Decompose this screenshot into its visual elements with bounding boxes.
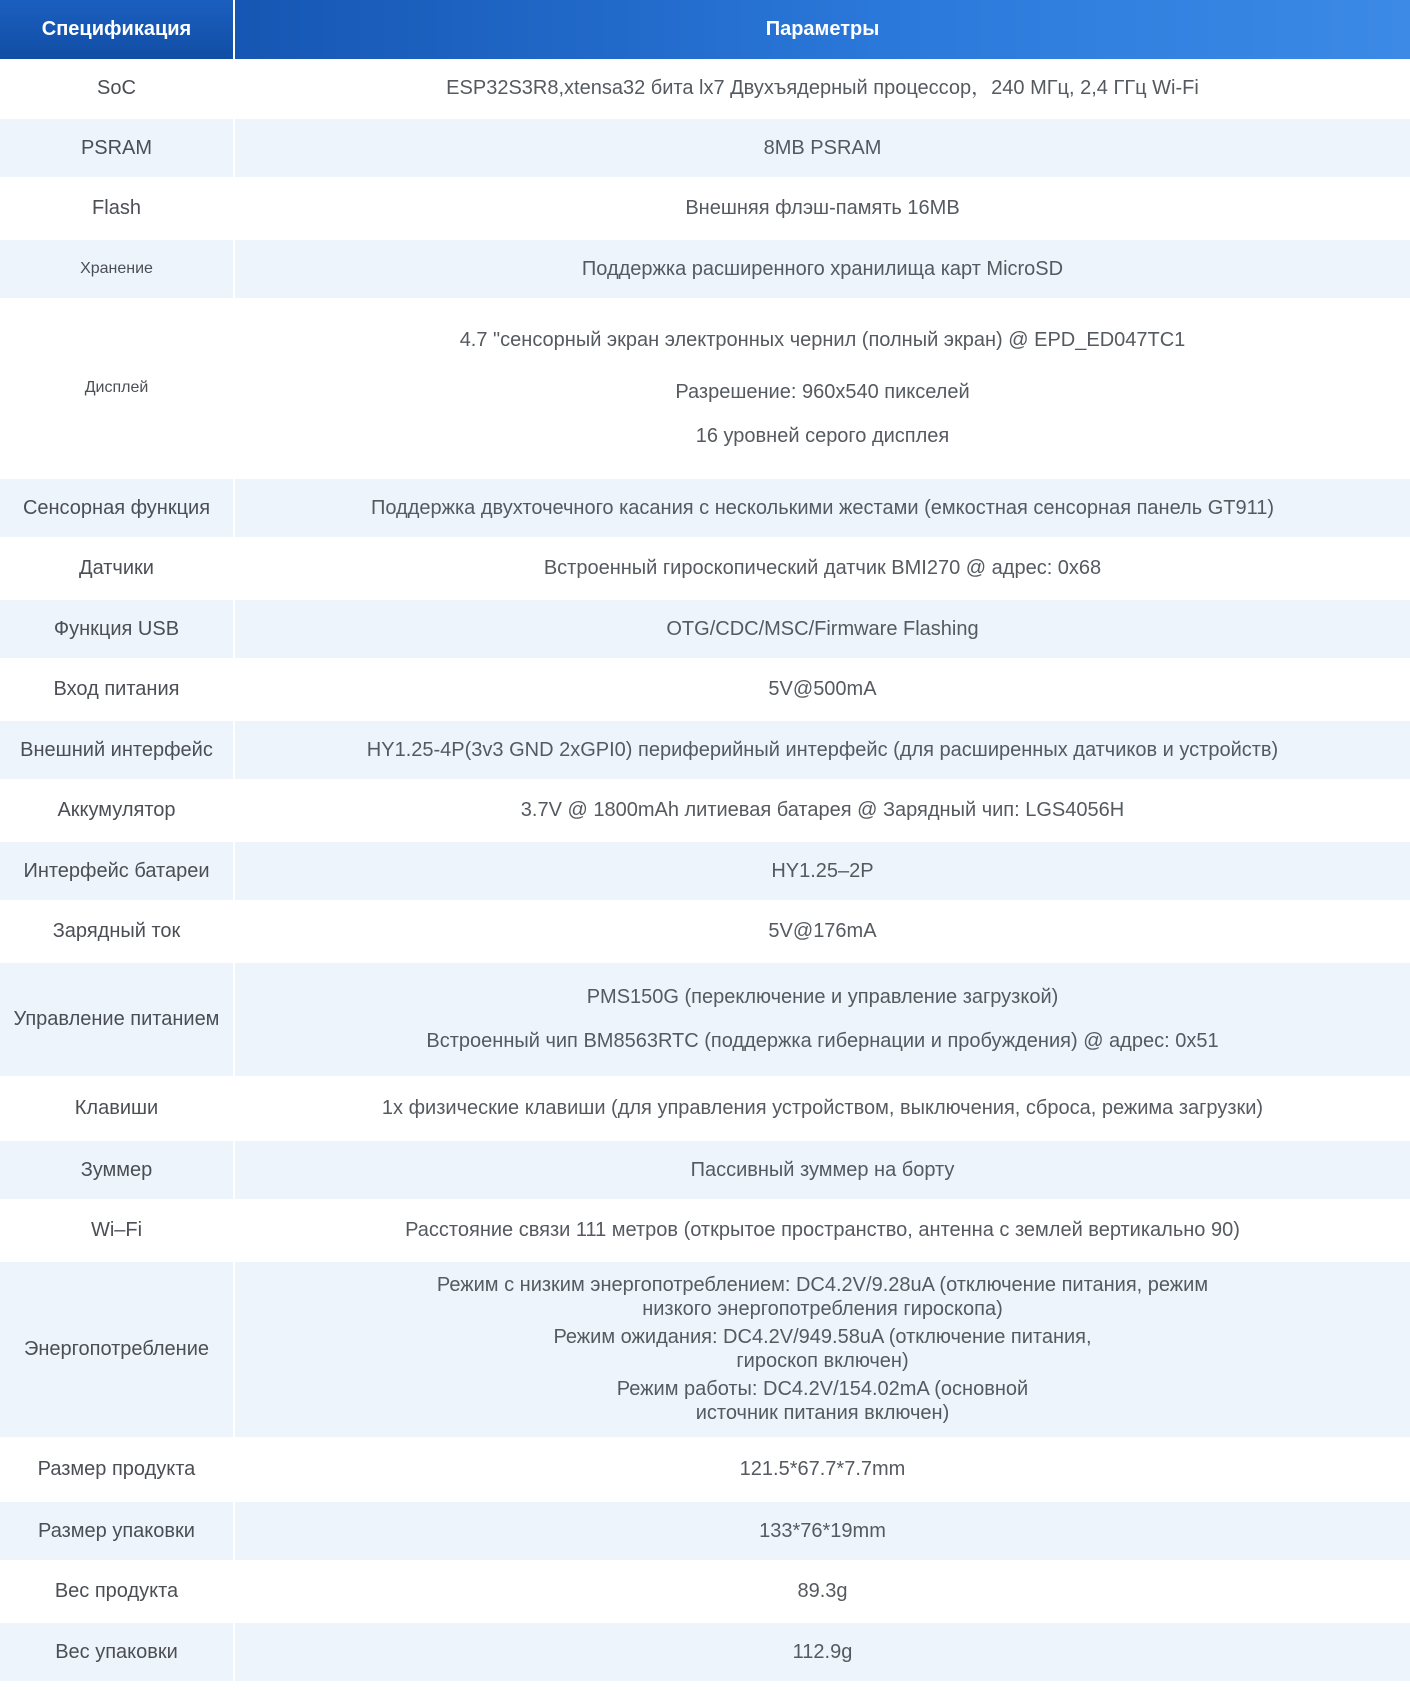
spec-value [234,298,1410,478]
table-row [0,1501,1410,1560]
spec-value-line: низкого энергопотребления гироскопа) [642,1298,1003,1320]
table-row [0,59,1410,118]
spec-value-line: Режим работы: DC4.2V/154.02mA (основной [616,1378,1029,1400]
spec-value: Пассивный зуммер на борту [234,1140,1410,1199]
spec-name: Размер продукта [0,1437,234,1501]
table-row [0,537,1410,599]
spec-name: Сенсорная функция [0,478,234,537]
table-row [0,1622,1410,1681]
spec-value: Поддержка двухточечного касания с несколькими жестами (емкостная сенсорная панель GT911) [234,478,1410,537]
spec-value-line: Встроенный чип BM8563RTC (поддержка гибернации и пробуждения) @ адрес: 0x51 [426,1030,1219,1052]
header-params: Параметры [234,0,1410,59]
table-row [0,1437,1410,1501]
table-row [0,298,1410,478]
table-row [0,239,1410,298]
table-row [0,779,1410,841]
table-row [0,1076,1410,1140]
spec-name: Зарядный ток [0,900,234,962]
spec-value [234,962,1410,1076]
spec-value-line: 4.7 "сенсорный экран электронных чернил (полный экран) @ EPD_ED047TC1 [459,329,1186,351]
table-row [0,900,1410,962]
spec-name: Flash [0,177,234,239]
table-row [0,841,1410,900]
spec-value: Внешняя флэш-память 16MB [234,177,1410,239]
table-row [0,962,1410,1076]
spec-value-line: гироскоп включен) [736,1350,909,1372]
spec-value: Встроенный гироскопический датчик BMI270 @ адрес: 0x68 [234,537,1410,599]
table-row [0,118,1410,177]
table-row [0,1261,1410,1437]
table-row [0,658,1410,720]
spec-name: SoC [0,59,234,118]
spec-value-line: 16 уровней серого дисплея [695,425,950,447]
table-row [0,478,1410,537]
spec-value: HY1.25–2P [234,841,1410,900]
spec-name: Датчики [0,537,234,599]
spec-value-line: PMS150G (переключение и управление загрузкой) [586,986,1059,1008]
spec-value: 8MB PSRAM [234,118,1410,177]
spec-value: OTG/CDC/MSC/Firmware Flashing [234,599,1410,658]
header-spec: Спецификация [0,0,234,59]
spec-value: 5V@176mA [234,900,1410,962]
spec-value-line: Режим ожидания: DC4.2V/949.58uA (отключение питания, [553,1326,1092,1348]
spec-name: Внешний интерфейс [0,720,234,779]
spec-value: 5V@500mA [234,658,1410,720]
spec-value: 112.9g [234,1622,1410,1681]
spec-name: Размер упаковки [0,1501,234,1560]
table-row [0,1140,1410,1199]
spec-name: Вход питания [0,658,234,720]
spec-name: Wi–Fi [0,1199,234,1261]
spec-value: 121.5*67.7*7.7mm [234,1437,1410,1501]
spec-name: Управление питанием [0,962,234,1076]
spec-value: HY1.25-4P(3v3 GND 2xGPI0) периферийный интерфейс (для расширенных датчиков и устройств) [234,720,1410,779]
table-row [0,177,1410,239]
spec-value: Расстояние связи 111 метров (открытое пространство, антенна с землей вертикально 90) [234,1199,1410,1261]
spec-name: Зуммер [0,1140,234,1199]
spec-name: Аккумулятор [0,779,234,841]
spec-value-line: источник питания включен) [695,1402,950,1424]
spec-value: 3.7V @ 1800mAh литиевая батарея @ Зарядный чип: LGS4056H [234,779,1410,841]
spec-value: 133*76*19mm [234,1501,1410,1560]
spec-value-line: Режим с низким энергопотреблением: DC4.2V/9.28uA (отключение питания, режим [436,1274,1209,1296]
spec-name: Дисплей [0,298,234,478]
spec-value [234,1261,1410,1437]
spec-name: Функция USB [0,599,234,658]
table-row [0,1560,1410,1622]
spec-name: Вес упаковки [0,1622,234,1681]
spec-name: PSRAM [0,118,234,177]
spec-value: 1x физические клавиши (для управления устройством, выключения, сброса, режима загрузки) [234,1076,1410,1140]
spec-name: Хранение [0,239,234,298]
table-row [0,1199,1410,1261]
spec-value: 89.3g [234,1560,1410,1622]
spec-name: Энергопотребление [0,1261,234,1437]
spec-value: ESP32S3R8,xtensa32 бита lx7 Двухъядерный процессор，240 МГц, 2,4 ГГц Wi-Fi [234,59,1410,118]
spec-value-line: Разрешение: 960x540 пикселей [675,381,970,403]
spec-value: Поддержка расширенного хранилища карт MicroSD [234,239,1410,298]
table-header-row [0,0,1410,59]
table-row [0,599,1410,658]
spec-name: Клавиши [0,1076,234,1140]
spec-name: Интерфейс батареи [0,841,234,900]
table-row [0,720,1410,779]
spec-name: Вес продукта [0,1560,234,1622]
